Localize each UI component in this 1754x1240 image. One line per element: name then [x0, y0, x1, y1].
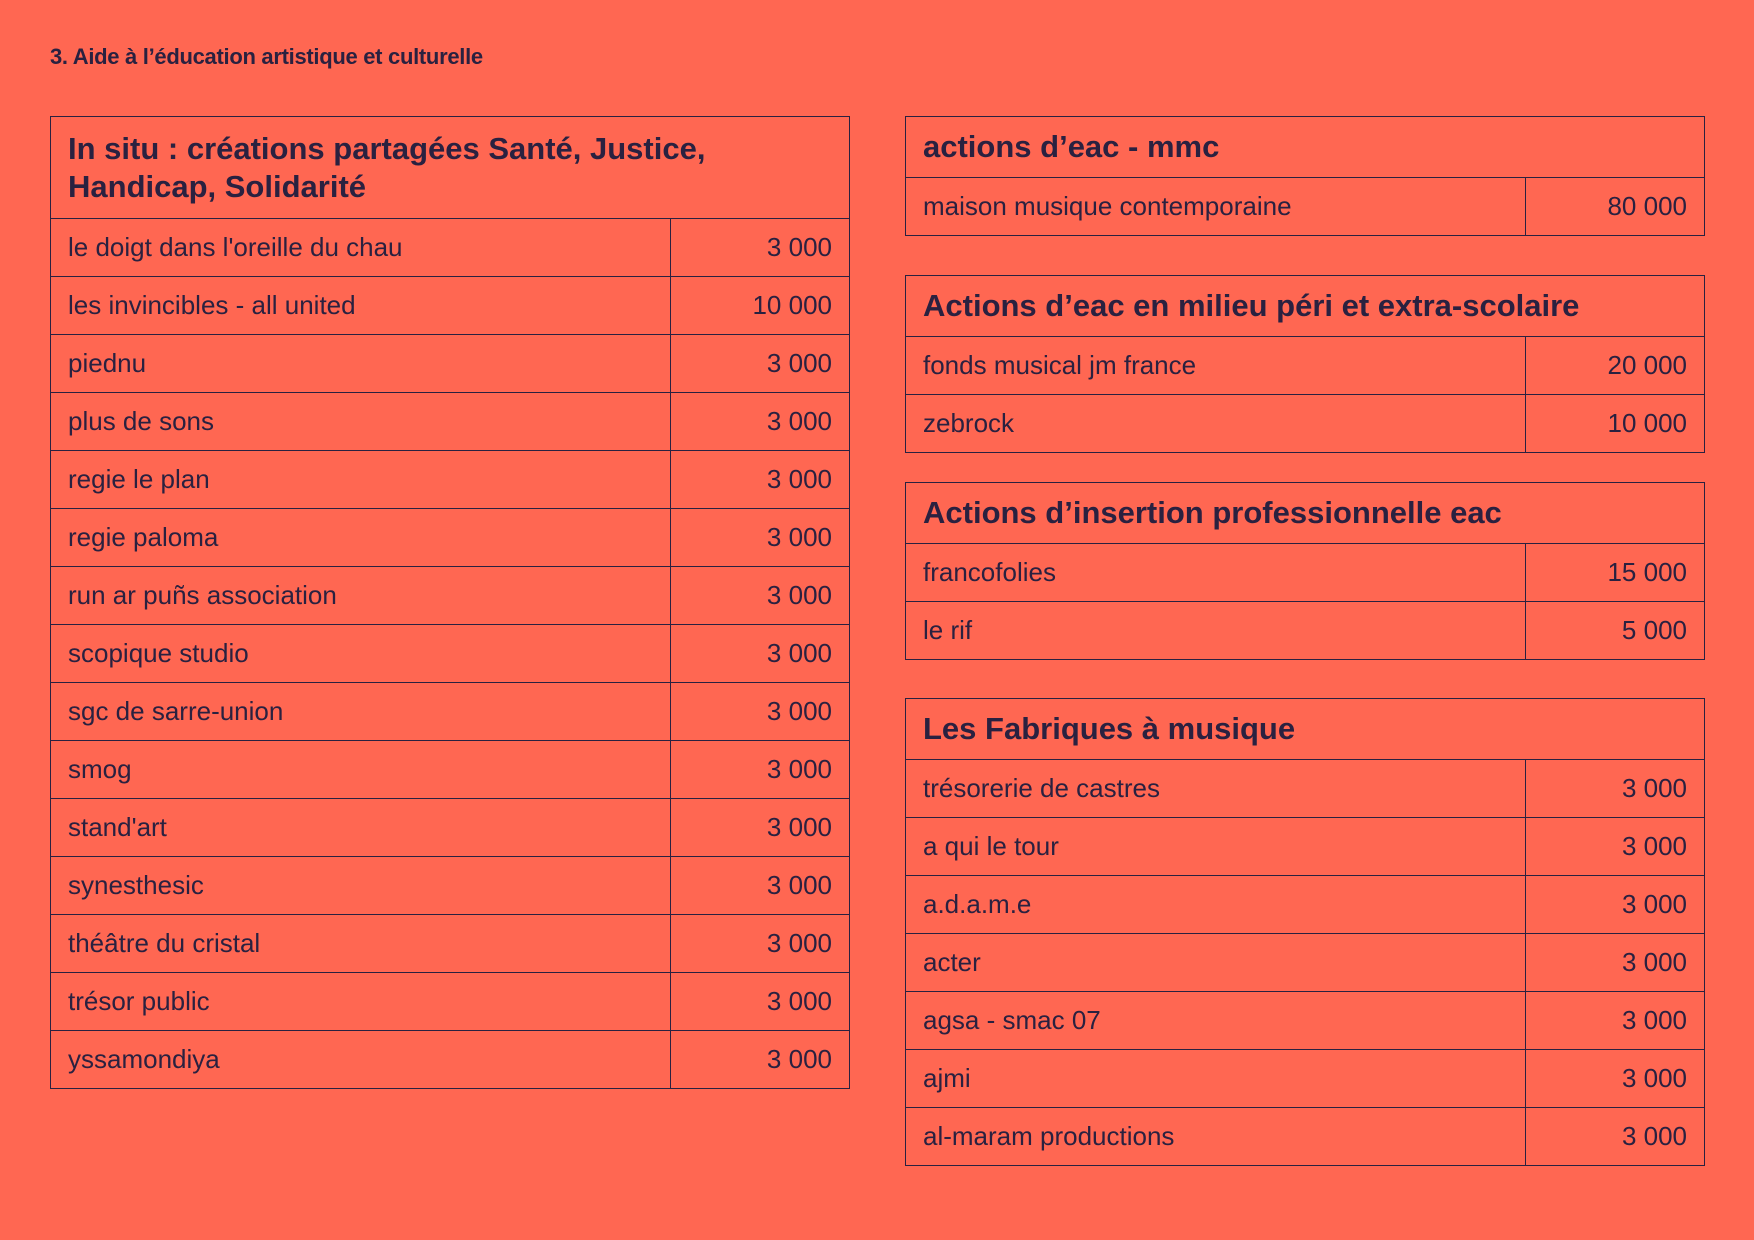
row-amount: 3 000	[671, 625, 850, 683]
table-row	[906, 602, 1705, 660]
table-row	[51, 973, 850, 1031]
table-title: Les Fabriques à musique	[906, 699, 1705, 760]
row-name: maison musique contemporaine	[906, 178, 1526, 236]
row-amount: 10 000	[1526, 395, 1705, 453]
row-name: stand'art	[51, 799, 671, 857]
table-title: actions d’eac - mmc	[906, 117, 1705, 178]
row-amount: 3 000	[671, 335, 850, 393]
table-row	[51, 915, 850, 973]
table-body	[906, 337, 1705, 453]
table-row	[51, 625, 850, 683]
table-row	[906, 395, 1705, 453]
row-amount: 80 000	[1526, 178, 1705, 236]
section-title: 3. Aide à l’éducation artistique et culturelle	[50, 44, 483, 69]
table-mmc	[905, 116, 1705, 236]
row-amount: 20 000	[1526, 337, 1705, 395]
row-name: trésorerie de castres	[906, 760, 1526, 818]
table-row	[906, 178, 1705, 236]
row-name: fonds musical jm france	[906, 337, 1526, 395]
table-row	[906, 1050, 1705, 1108]
row-name: a.d.a.m.e	[906, 876, 1526, 934]
table-row	[906, 337, 1705, 395]
row-name: run ar puñs association	[51, 567, 671, 625]
row-amount: 3 000	[671, 799, 850, 857]
row-name: regie paloma	[51, 509, 671, 567]
row-name: les invincibles - all united	[51, 277, 671, 335]
table-row	[906, 760, 1705, 818]
row-name: zebrock	[906, 395, 1526, 453]
table-row	[51, 567, 850, 625]
row-amount: 3 000	[671, 451, 850, 509]
row-name: agsa - smac 07	[906, 992, 1526, 1050]
row-name: a qui le tour	[906, 818, 1526, 876]
table-row	[51, 451, 850, 509]
table-peri-extra-scolaire	[905, 275, 1705, 453]
row-name: acter	[906, 934, 1526, 992]
row-name: scopique studio	[51, 625, 671, 683]
row-name: le rif	[906, 602, 1526, 660]
table-row	[51, 509, 850, 567]
table-insitu	[50, 116, 850, 1089]
table-row	[51, 277, 850, 335]
row-amount: 3 000	[671, 973, 850, 1031]
row-amount: 3 000	[1526, 818, 1705, 876]
row-name: synesthesic	[51, 857, 671, 915]
row-name: sgc de sarre-union	[51, 683, 671, 741]
table-row	[51, 683, 850, 741]
row-amount: 5 000	[1526, 602, 1705, 660]
row-amount: 3 000	[1526, 1108, 1705, 1166]
row-amount: 3 000	[671, 1031, 850, 1089]
table-title: Actions d’eac en milieu péri et extra-scolaire	[906, 276, 1705, 337]
table-body	[906, 178, 1705, 236]
table-row	[51, 799, 850, 857]
table-row	[51, 335, 850, 393]
row-name: le doigt dans l'oreille du chau	[51, 219, 671, 277]
row-name: al-maram productions	[906, 1108, 1526, 1166]
row-name: ajmi	[906, 1050, 1526, 1108]
table-body	[906, 760, 1705, 1166]
table-body	[906, 544, 1705, 660]
table-row	[51, 857, 850, 915]
row-amount: 3 000	[1526, 1050, 1705, 1108]
table-row	[51, 393, 850, 451]
row-amount: 15 000	[1526, 544, 1705, 602]
table-insertion-professionnelle	[905, 482, 1705, 660]
row-name: trésor public	[51, 973, 671, 1031]
table-row	[906, 934, 1705, 992]
row-amount: 3 000	[1526, 934, 1705, 992]
table-title: Actions d’insertion professionnelle eac	[906, 483, 1705, 544]
row-amount: 3 000	[1526, 876, 1705, 934]
table-row	[51, 219, 850, 277]
row-amount: 3 000	[671, 857, 850, 915]
row-name: piednu	[51, 335, 671, 393]
table-row	[906, 1108, 1705, 1166]
row-name: théâtre du cristal	[51, 915, 671, 973]
table-row	[906, 818, 1705, 876]
table-body	[51, 219, 850, 1089]
row-amount: 3 000	[1526, 760, 1705, 818]
table-row	[906, 876, 1705, 934]
row-name: regie le plan	[51, 451, 671, 509]
row-name: yssamondiya	[51, 1031, 671, 1089]
table-row	[51, 1031, 850, 1089]
row-name: smog	[51, 741, 671, 799]
row-name: francofolies	[906, 544, 1526, 602]
row-amount: 3 000	[1526, 992, 1705, 1050]
table-row	[906, 544, 1705, 602]
row-amount: 3 000	[671, 509, 850, 567]
table-fabriques-a-musique	[905, 698, 1705, 1166]
table-row	[906, 992, 1705, 1050]
row-amount: 3 000	[671, 219, 850, 277]
table-row	[51, 741, 850, 799]
table-title: In situ : créations partagées Santé, Justice, Handicap, Solidarité	[51, 117, 850, 219]
row-amount: 3 000	[671, 393, 850, 451]
row-name: plus de sons	[51, 393, 671, 451]
row-amount: 3 000	[671, 741, 850, 799]
row-amount: 10 000	[671, 277, 850, 335]
row-amount: 3 000	[671, 683, 850, 741]
row-amount: 3 000	[671, 567, 850, 625]
row-amount: 3 000	[671, 915, 850, 973]
